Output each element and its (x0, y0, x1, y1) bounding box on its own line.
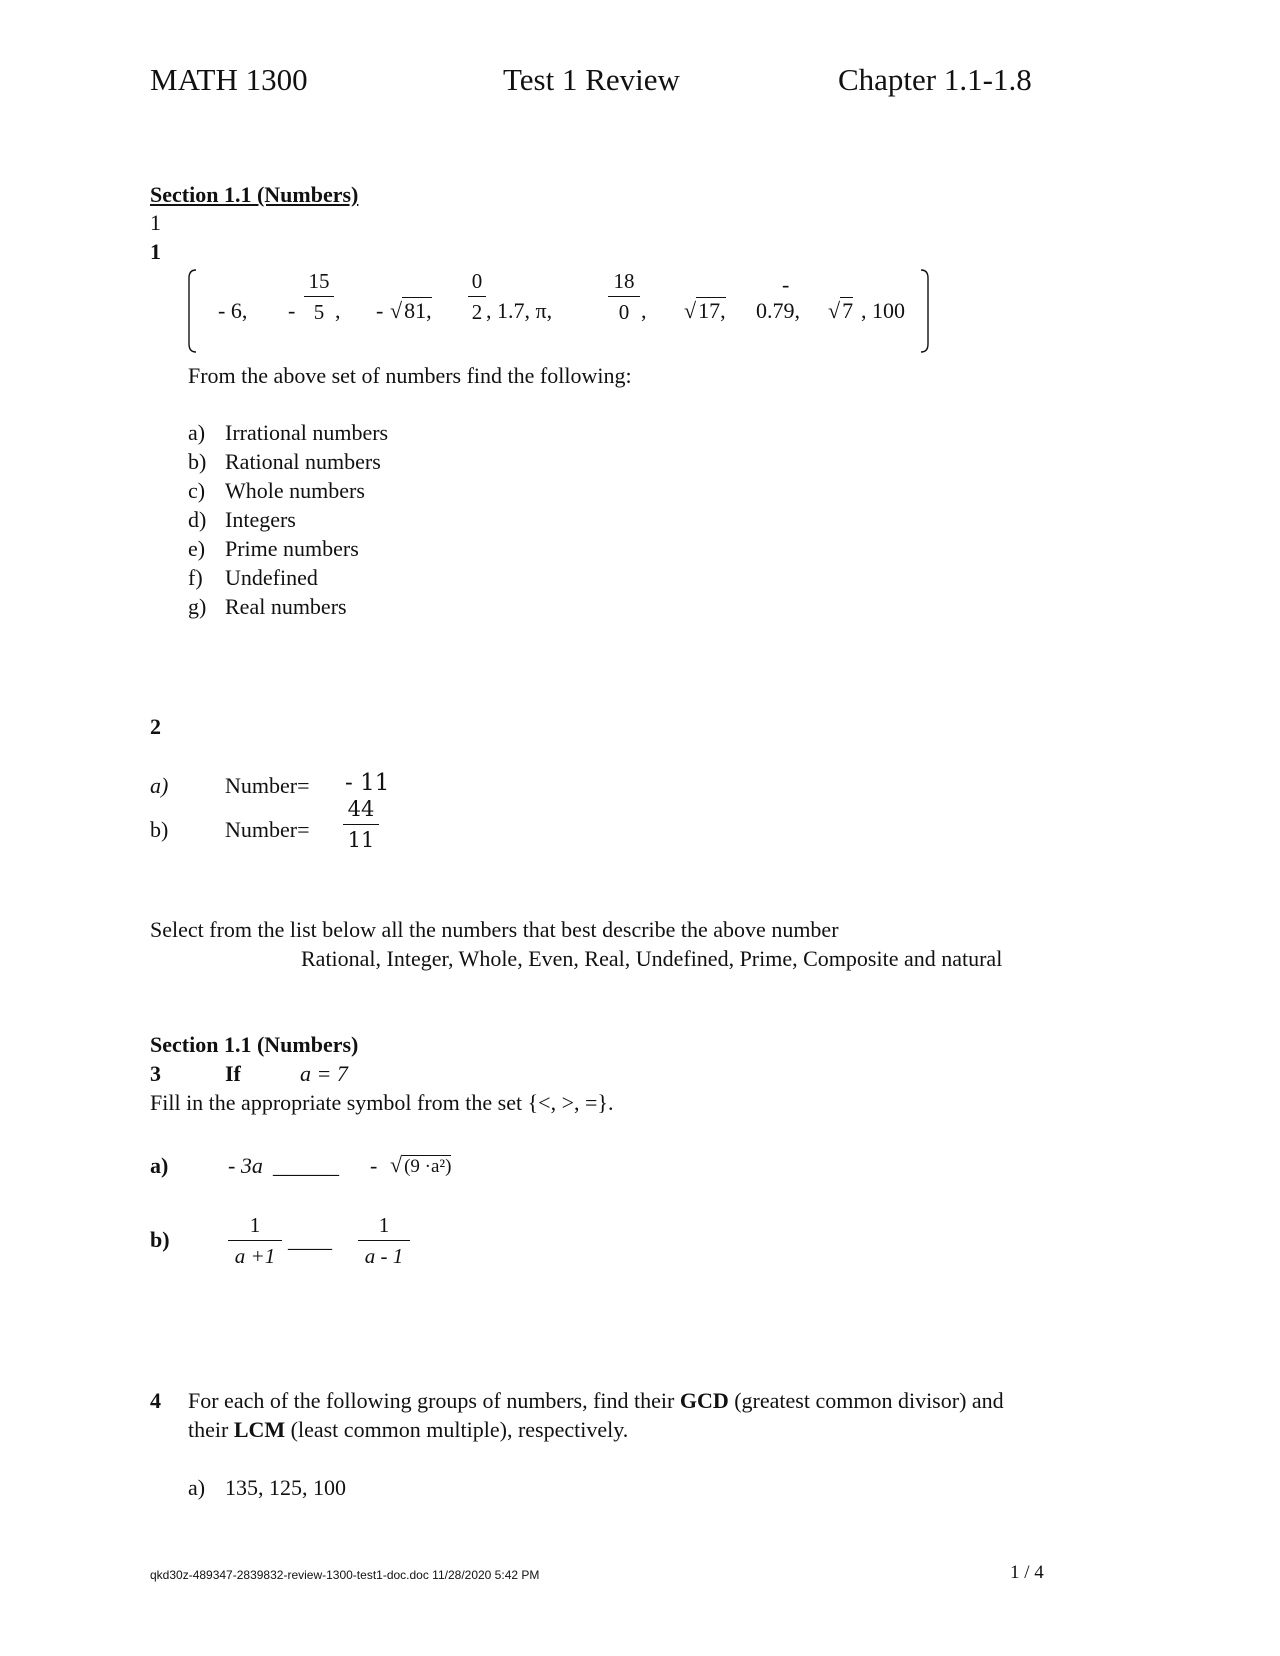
sqrt-icon: √ (390, 298, 403, 323)
sqrt-81 (390, 298, 432, 324)
part-label: b) (150, 1227, 170, 1252)
fraction-1-over-a-plus-1 (228, 1212, 282, 1269)
sqrt-sign: - (376, 298, 384, 323)
radicand: (9 ·a²) (404, 1156, 452, 1177)
instruction-text: Fill in the appropriate symbol from the set {<, >, =}. (150, 1090, 614, 1115)
answer-blank[interactable]: ______ (273, 1153, 339, 1178)
number-label: Number= (225, 773, 310, 798)
number-value: - 11 (345, 770, 390, 796)
denominator: 2 (471, 300, 483, 324)
question-number: 4 (150, 1388, 161, 1413)
list-label: e) (188, 536, 206, 561)
fraction-15-5 (304, 268, 334, 325)
numerator: 44 (347, 797, 375, 821)
footer-filename: qkd30z-489347-2839832-review-1300-test1-doc.doc 11/28/2020 5:42 PM (150, 1568, 540, 1582)
left-brace (186, 268, 200, 354)
fraction-44-11 (343, 796, 379, 853)
comma: , (335, 298, 341, 323)
fraction-bar (468, 296, 486, 297)
list-item (188, 1475, 346, 1501)
text: their (188, 1417, 234, 1442)
list-item (188, 565, 318, 591)
fraction-bar (343, 824, 379, 825)
part-label: a) (150, 1153, 169, 1178)
denominator: 0 (618, 300, 630, 324)
question-text-line2 (188, 1417, 628, 1443)
part-label: b) (150, 817, 169, 842)
question-number: 2 (150, 714, 161, 739)
list-text: 135, 125, 100 (225, 1475, 346, 1500)
text: For each of the following groups of numbers, find their (188, 1388, 680, 1413)
number-set (186, 268, 931, 354)
gcd-term: GCD (679, 1388, 729, 1413)
list-text: Prime numbers (225, 536, 359, 561)
sqrt-7 (828, 298, 853, 324)
list-item (188, 507, 296, 533)
text: (greatest common divisor) and (728, 1388, 1004, 1413)
list-text: Rational numbers (225, 449, 381, 474)
list-label: f) (188, 565, 203, 590)
question-number: 3 (150, 1061, 161, 1086)
list-label: a) (188, 420, 206, 445)
expression-left: - 3a (228, 1153, 263, 1178)
list-text: Irrational numbers (225, 420, 389, 445)
repeating-decimal: 0.79, (756, 298, 800, 323)
fraction-0-2 (468, 268, 486, 325)
line-number: 1 (150, 210, 161, 235)
list-item (188, 594, 347, 620)
question-number: 1 (150, 239, 161, 264)
list-item (188, 420, 388, 446)
fraction-18-0 (608, 268, 640, 325)
list-text: Undefined (225, 565, 318, 590)
page-number: 1 / 4 (1010, 1562, 1044, 1583)
list-label: g) (188, 594, 207, 619)
answer-blank[interactable]: ____ (288, 1227, 332, 1252)
sqrt-icon: √ (684, 298, 697, 323)
numerator: 18 (613, 269, 635, 293)
sqrt-17 (684, 298, 726, 324)
right-brace (917, 268, 931, 354)
options-list: Rational, Integer, Whole, Even, Real, Undefined, Prime, Composite and natural (301, 946, 1003, 971)
text: (least common multiple), respectively. (285, 1417, 629, 1442)
set-items-mid: , 1.7, π, (486, 298, 553, 323)
list-item (188, 449, 381, 475)
fraction-sign: - (288, 298, 296, 323)
list-item (188, 536, 359, 562)
section-heading: Section 1.1 (Numbers) (150, 1032, 359, 1057)
sqrt-icon: √ (828, 298, 841, 323)
sqrt-expression (390, 1152, 451, 1178)
fraction-bar (358, 1240, 410, 1241)
sqrt-icon: √ (390, 1152, 403, 1177)
select-instruction: Select from the list below all the numbers that best describe the above number (150, 917, 839, 942)
denominator: 5 (313, 300, 325, 324)
list-text: Integers (225, 507, 296, 532)
list-label: b) (188, 449, 207, 474)
lcm-term: LCM (233, 1417, 286, 1442)
numerator: 15 (308, 269, 330, 293)
radicand: 7 (842, 298, 854, 323)
list-text: Real numbers (225, 594, 347, 619)
instruction-text: From the above set of numbers find the following: (188, 363, 632, 388)
list-text: Whole numbers (225, 478, 365, 503)
fraction-bar (228, 1240, 282, 1241)
denominator: a +1 (234, 1244, 276, 1268)
numerator: 1 (249, 1213, 261, 1237)
repeating-bar: - (782, 272, 790, 297)
list-label: d) (188, 507, 207, 532)
set-item-neg6: - 6, (218, 298, 248, 323)
course-title: MATH 1300 (150, 62, 308, 97)
question-text-line1 (188, 1388, 1004, 1414)
fraction-bar (304, 296, 334, 297)
part-label: a) (150, 773, 169, 798)
radicand: 81, (404, 298, 432, 323)
document-title: Test 1 Review (503, 62, 680, 97)
numerator: 0 (471, 269, 483, 293)
list-label: a) (188, 1475, 206, 1500)
chapter-range: Chapter 1.1-1.8 (838, 62, 1032, 97)
number-label: Number= (225, 817, 310, 842)
list-label: c) (188, 478, 206, 503)
section-heading: Section 1.1 (Numbers) (150, 182, 359, 207)
condition: a = 7 (300, 1061, 348, 1086)
fraction-bar (608, 296, 640, 297)
list-item (188, 478, 365, 504)
numerator: 1 (378, 1213, 390, 1237)
if-label: If (225, 1061, 241, 1086)
fraction-1-over-a-minus-1 (358, 1212, 410, 1269)
radicand: 17, (698, 298, 726, 323)
set-item-last: , 100 (861, 298, 905, 323)
denominator: 11 (347, 828, 375, 852)
minus-sign: - (370, 1153, 378, 1178)
denominator: a - 1 (364, 1244, 404, 1268)
comma: , (641, 298, 647, 323)
